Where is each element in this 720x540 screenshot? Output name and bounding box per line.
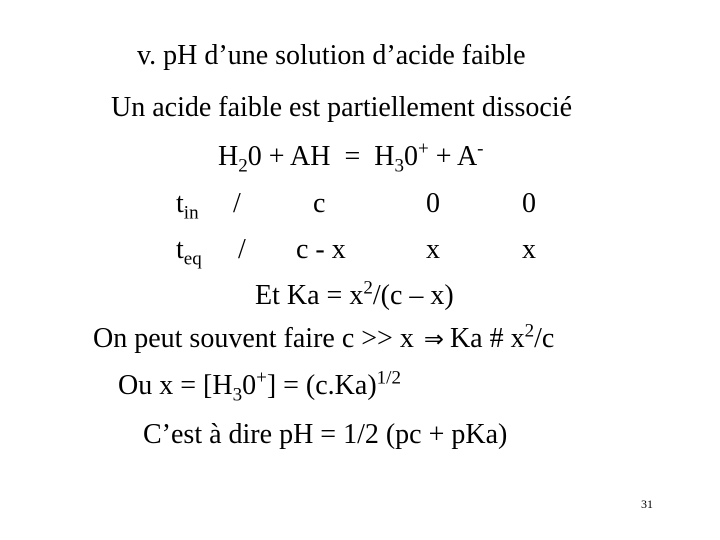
equation-h-subscript: 2 [238, 155, 248, 177]
table-cell: 0 [426, 188, 440, 219]
table-cell: 0 [522, 188, 536, 219]
table-cell: x [522, 234, 536, 265]
intro-text: Un acide faible est partiellement dissocié [111, 92, 573, 123]
approximation-suffix: /c [534, 323, 555, 354]
page-number: 31 [641, 497, 653, 511]
ka-exponent: 2 [363, 277, 373, 299]
table-cell: c [313, 188, 326, 219]
approximation-prefix: On peut souvent faire c >> x [93, 323, 414, 354]
ka-prefix: Et Ka = x [255, 280, 364, 311]
approximation-exponent: 2 [524, 320, 535, 342]
row-label-t: t [176, 234, 184, 265]
dissociation-equation [218, 138, 484, 177]
equation-zero: 0 [247, 141, 262, 172]
row-label-t: t [176, 188, 184, 219]
equation-h: H [218, 141, 239, 172]
concentration-subscript: 3 [232, 384, 243, 406]
implies-arrow-icon: ⇒ [423, 325, 444, 353]
row-label-teq [176, 234, 202, 270]
approximation-result: Ka # x [449, 323, 525, 354]
concentration-charge: + [256, 367, 267, 389]
conclusion-text: C’est à dire pH = 1/2 (pc + pKa) [143, 419, 508, 450]
equation-minus-charge: - [477, 138, 484, 160]
ka-suffix: /(c – x) [372, 280, 454, 311]
row-label-sub-eq: eq [183, 248, 202, 270]
concentration-line [118, 367, 401, 406]
equation-plus-ah: + AH = H [261, 141, 395, 172]
equation-zero-2: 0 [403, 141, 418, 172]
approximation-line [93, 320, 555, 354]
row-label-sub-in: in [183, 202, 199, 224]
equation-plus-charge: + [417, 138, 429, 160]
equation-h3-subscript: 3 [394, 155, 404, 177]
table-cell: c - x [296, 234, 346, 265]
concentration-prefix: Ou x = [H [118, 370, 233, 401]
concentration-exponent: 1/2 [376, 367, 401, 389]
slide-title: v. pH d’une solution d’acide faible [137, 40, 526, 71]
table-cell: / [233, 188, 241, 219]
concentration-after: ] = (c.Ka) [266, 370, 377, 401]
concentration-zero: 0 [242, 370, 257, 401]
table-cell: x [426, 234, 440, 265]
ka-expression [255, 277, 454, 311]
row-label-tin [176, 188, 199, 224]
table-cell: / [238, 234, 246, 265]
equation-plus-a: + A [428, 141, 478, 172]
